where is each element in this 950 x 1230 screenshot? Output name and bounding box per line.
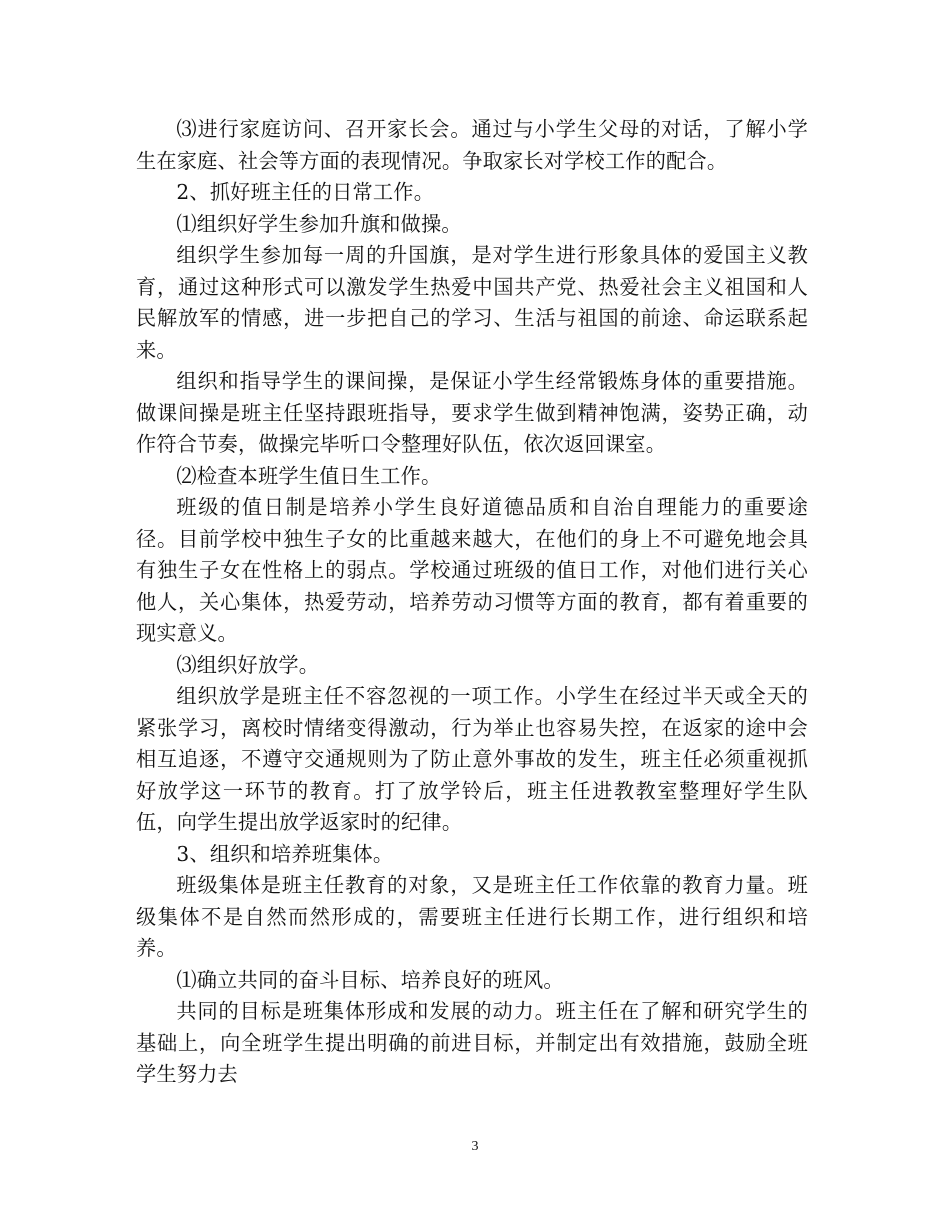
paragraph-duty-system: 班级的值日制是培养小学生良好道德品质和自治自理能力的重要途径。目前学校中独生子女的比重越来越大，在他们的身上不可避免地会具有独生子女在性格上的弱点。学校通过班级的值日工作，对他们进行关心他人，关心集体，热爱劳动，培养劳动习惯等方面的教育，都有着重要的现实意义。	[136, 495, 808, 645]
paragraph-common-goal: 共同的目标是班集体形成和发展的动力。班主任在了解和研究学生的基础上，向全班学生提出明确的前进目标，并制定出有效措施，鼓励全班学生努力去	[136, 999, 808, 1086]
heading-daily-work: 2、抓好班主任的日常工作。	[176, 180, 435, 204]
subheading-flag-exercise: ⑴组织好学生参加升旗和做操。	[176, 211, 462, 236]
paragraph-exercise: 组织和指导学生的课间操，是保证小学生经常锻炼身体的重要措施。做课间操是班主任坚持跟班指导，要求学生做到精神饱满，姿势正确，动作符合节奏，做操完毕听口令整理好队伍，依次返回课室。	[136, 369, 808, 456]
paragraph-flag-raising: 组织学生参加每一周的升国旗，是对学生进行形象具体的爱国主义教育，通过这种形式可以激发学生热爱中国共产党、热爱社会主义祖国和人民解放军的情感，进一步把自己的学习、生活与祖国的前途、命运联系起来。	[136, 243, 808, 362]
subheading-dismissal: ⑶组织好放学。	[176, 652, 320, 677]
heading-class-collective: 3、组织和培养班集体。	[176, 841, 394, 866]
paragraph-home-visit: ⑶进行家庭访问、召开家长会。通过与小学生父母的对话，了解小学生在家庭、社会等方面的表现情况。争取家长对学校工作的配合。	[136, 117, 808, 173]
paragraph-dismissal: 组织放学是班主任不容忽视的一项工作。小学生在经过半天或全天的紧张学习，离校时情绪变得激动，行为举止也容易失控，在返家的途中会相互追逐，不遵守交通规则为了防止意外事故的发生，班主任必须重视抓好放学这一环节的教育。打了放学铃后，班主任进教教室整理好学生队伍，向学生提出放学返家时的纪律。	[136, 684, 808, 834]
document-body	[136, 114, 808, 1091]
subheading-common-goal: ⑴确立共同的奋斗目标、培养良好的班风。	[176, 967, 564, 992]
subheading-duty-check: ⑵检查本班学生值日生工作。	[176, 463, 442, 488]
page-number: 3	[471, 1139, 479, 1154]
paragraph-class-collective: 班级集体是班主任教育的对象，又是班主任工作依靠的教育力量。班级集体不是自然而然形成的，需要班主任进行长期工作，进行组织和培养。	[136, 873, 808, 960]
